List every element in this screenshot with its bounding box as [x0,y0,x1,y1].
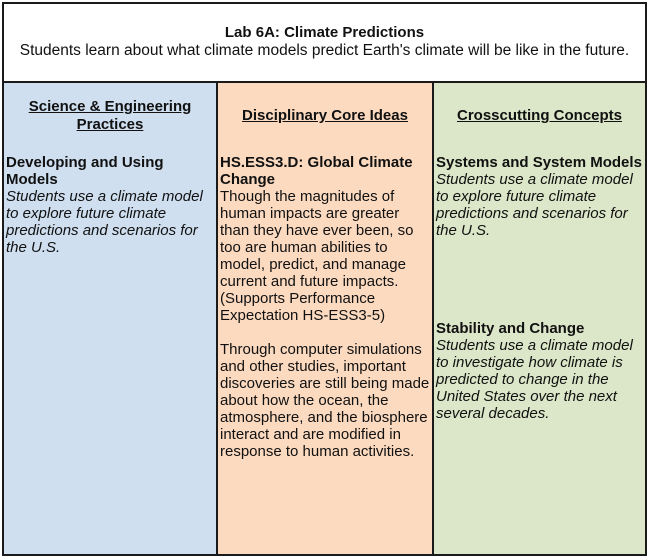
column-crosscutting-concepts [434,83,645,554]
block-title: HS.ESS3.D: Global Climate Change [220,154,413,188]
block-body: Students use a climate model to explore future climate predictions and scenarios for the U.S. [436,171,633,239]
block-body: Through computer simulations and other studies, important discoveries are still being made about how the ocean, the atmosphere, and the biosphere interact and are modified in response to human activities. [220,341,430,460]
concept-block [434,154,645,239]
column-heading: Science & Engineering Practices [28,98,192,133]
concept-block [434,320,645,422]
core-idea-block [218,154,432,324]
core-idea-block [218,341,432,460]
block-title: Developing and Using Models [6,154,164,188]
lab-title: Lab 6A: Climate Predictions [224,24,425,41]
block-title: Systems and System Models [436,154,642,171]
block-body: Students use a climate model to investigate how climate is predicted to change in the United States over the next several decades. [436,337,633,422]
block-title: Stability and Change [436,320,585,337]
columns-row [4,83,645,554]
column-heading: Disciplinary Core Ideas [242,107,408,124]
practice-block [4,154,216,256]
lab-description: Students learn about what climate models predict Earth's climate will be like in the future. [19,42,630,59]
block-body: Students use a climate model to explore future climate predictions and scenarios for the U.S. [6,188,203,256]
column-heading: Crosscutting Concepts [456,107,622,124]
column-science-engineering-practices [4,83,218,554]
table-header [4,4,645,83]
column-disciplinary-core-ideas [218,83,434,554]
standards-table [2,2,647,556]
block-body: Though the magnitudes of human impacts are greater than they have ever been, so too are human abilities to model, predict, and manage current and future impacts. (Supports Performance Expectation HS-ESS3-5) [220,188,414,324]
